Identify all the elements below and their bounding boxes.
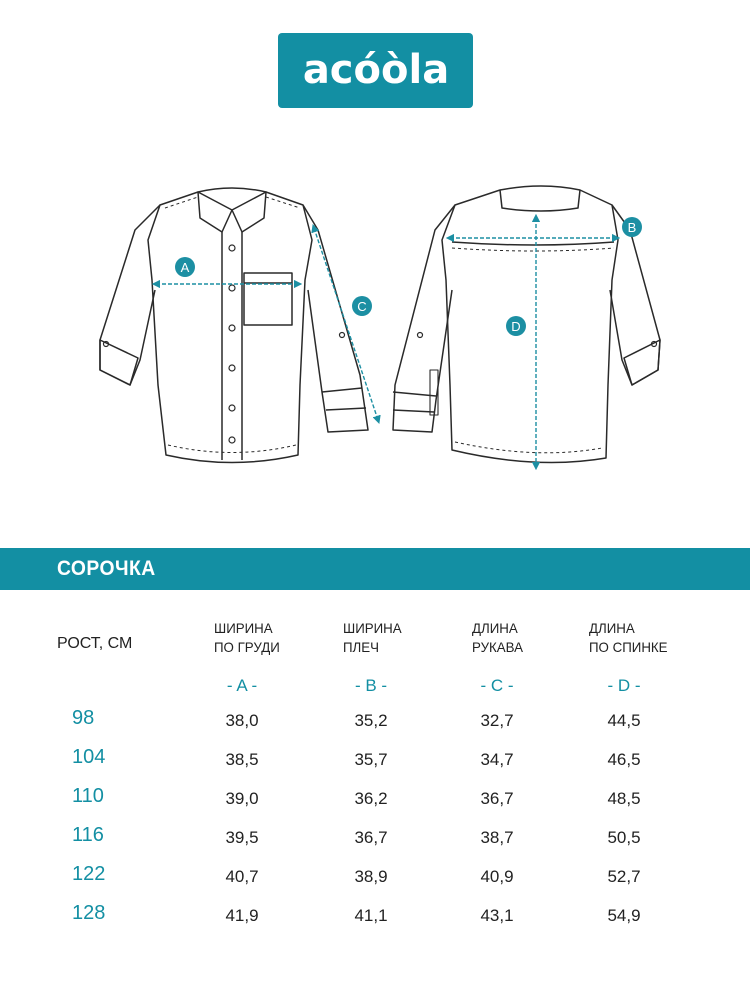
table-cell: 35,7 [354, 750, 388, 769]
brand-logo [278, 33, 473, 108]
table-cell: 36,7 [480, 789, 514, 808]
table-cell: 36,7 [354, 828, 388, 847]
measure-badge-b [622, 217, 642, 237]
size-label: 98 [72, 707, 95, 729]
table-cell: 48,5 [607, 789, 641, 808]
column-header-sleeve-length: ДЛИНА РУКАВА [472, 620, 523, 655]
table-cell: 34,7 [480, 750, 514, 769]
back-collar [500, 190, 580, 211]
shirt-technical-drawing [0, 170, 750, 500]
product-title: СОРОЧКА [57, 557, 156, 580]
size-label: 110 [72, 785, 104, 807]
table-cell: 46,5 [607, 750, 641, 769]
front-buttons [104, 245, 345, 443]
svg-text:A: A [180, 260, 190, 275]
column-header-chest-width: ШИРИНА ПО ГРУДИ [214, 620, 280, 655]
front-pocket [244, 273, 292, 325]
column-code-b: - B - [354, 676, 388, 695]
column-code-d: - D - [607, 676, 641, 695]
back-yoke [452, 242, 614, 245]
size-label: 104 [72, 746, 106, 768]
shirt-back-view [393, 186, 660, 463]
logo-wordmark-icon [291, 51, 461, 91]
table-cell: 41,1 [354, 906, 388, 925]
product-title-band [0, 548, 750, 590]
table-cell: 44,5 [607, 711, 641, 730]
front-body-outline [148, 192, 312, 463]
back-buttons [418, 333, 657, 347]
measure-badge-a [175, 257, 195, 277]
table-cell: 32,7 [480, 711, 514, 730]
table-cell: 38,9 [354, 867, 388, 886]
svg-text:C: C [357, 299, 367, 314]
back-left-sleeve [393, 205, 455, 432]
table-cell: 39,5 [225, 828, 259, 847]
measure-badge-d [506, 316, 526, 336]
table-cell: 40,7 [225, 867, 259, 886]
size-label: 116 [72, 824, 104, 846]
table-cell: 43,1 [480, 906, 514, 925]
table-cell: 54,9 [607, 906, 641, 925]
size-label: 122 [72, 863, 106, 885]
svg-text:D: D [511, 319, 521, 334]
table-cell: 40,9 [480, 867, 514, 886]
back-yoke-stitch [452, 248, 614, 251]
column-code-c: - C - [480, 676, 514, 695]
table-cell: 38,5 [225, 750, 259, 769]
column-code-a: - A - [226, 676, 258, 695]
svg-text:B: B [627, 220, 637, 235]
table-cell: 38,7 [480, 828, 514, 847]
table-cell: 36,2 [354, 789, 388, 808]
size-label: 128 [72, 902, 106, 924]
table-cell: 39,0 [225, 789, 259, 808]
front-collar [198, 188, 266, 232]
row-header-height: РОСТ, СМ [57, 635, 133, 652]
table-cell: 52,7 [607, 867, 641, 886]
front-right-sleeve [303, 205, 368, 432]
column-header-back-length: ДЛИНА ПО СПИНКЕ [589, 620, 668, 655]
measure-badge-c [352, 296, 372, 316]
table-cell: 50,5 [607, 828, 641, 847]
back-body-outline [442, 186, 618, 463]
column-header-shoulder-width: ШИРИНА ПЛЕЧ [343, 620, 402, 655]
table-cell: 35,2 [354, 711, 388, 730]
table-cell: 41,9 [225, 906, 259, 925]
table-cell: 38,0 [225, 711, 259, 730]
logo-text: acóòla [302, 50, 449, 91]
front-placket [222, 232, 242, 460]
